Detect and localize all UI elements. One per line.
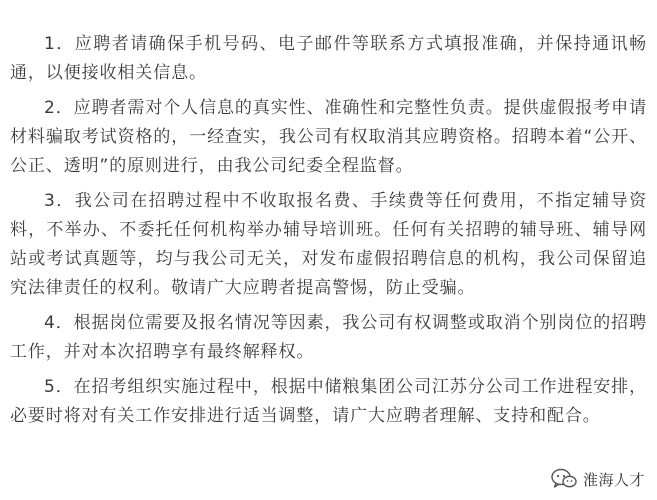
notice-paragraph-4: 4．根据岗位需要及报名情况等因素，我公司有权调整或取消个别岗位的招聘工作，并对本次招聘享有最终解释权。: [10, 313, 647, 362]
notice-paragraph-3: 3．我公司在招聘过程中不收取报名费、手续费等任何费用，不指定辅导资料，不举办、不委托任何机构举办辅导培训班。任何有关招聘的辅导班、辅导网站或考试真题等，均与我公司无关，对发布虚假招聘信息的机构，我公司保留追究法律责任的权利。敬请广大应聘者提高警惕，防止受骗。: [10, 191, 647, 298]
watermark-text: 淮海人才: [582, 470, 645, 489]
notice-paragraph-5: 5．在招考组织实施过程中，根据中储粮集团公司江苏分公司工作进程安排，必要时将对有关工作安排进行适当调整，请广大应聘者理解、支持和配合。: [10, 377, 647, 426]
source-watermark: [551, 468, 645, 490]
notice-paragraph-1: 1．应聘者请确保手机号码、电子邮件等联系方式填报准确，并保持通讯畅通，以便接收相关信息。: [10, 34, 647, 83]
wechat-icon: [551, 468, 577, 490]
notice-paragraph-2: 2．应聘者需对个人信息的真实性、准确性和完整性负责。提供虚假报考申请材料骗取考试资格的，一经查实，我公司有权取消其应聘资格。招聘本着“公开、公正、透明”的原则进行，由我公司纪委全程监督。: [10, 98, 647, 176]
